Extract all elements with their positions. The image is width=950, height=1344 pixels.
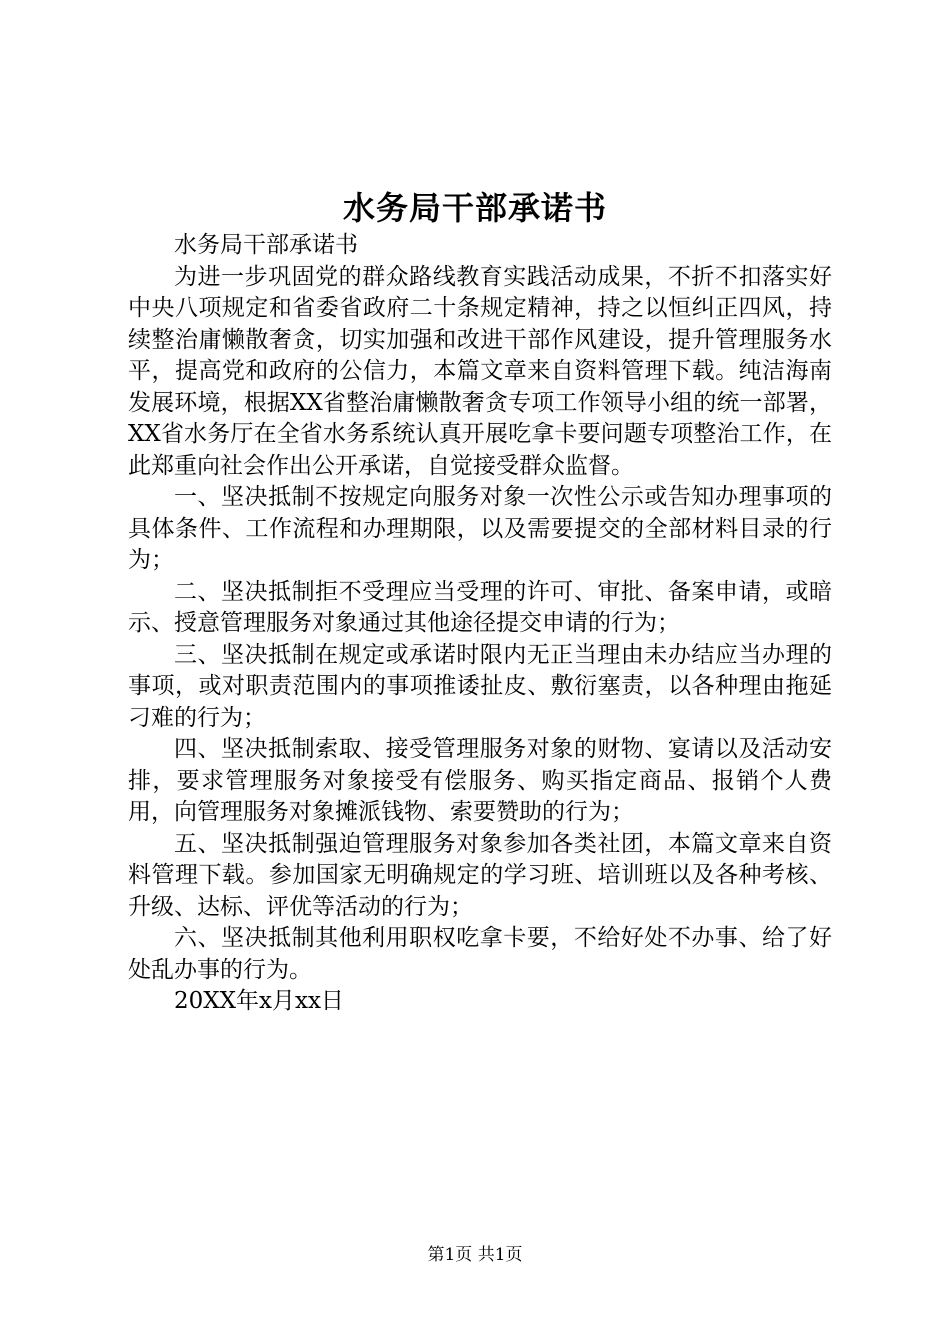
paragraph-item-6: 六、坚决抵制其他利用职权吃拿卡要，不给好处不办事、给了好处乱办事的行为。 bbox=[128, 925, 832, 983]
paragraph-item-1: 一、坚决抵制不按规定向服务对象一次性公示或告知办理事项的具体条件、工作流程和办理期限，以及需要提交的全部材料目录的行为； bbox=[128, 484, 832, 573]
document-title: 水务局干部承诺书 bbox=[342, 189, 607, 227]
document-body bbox=[128, 230, 832, 1018]
paragraph-date: 20XX年x月xx日 bbox=[174, 988, 344, 1014]
paragraph-item-4: 四、坚决抵制索取、接受管理服务对象的财物、宴请以及活动安排，要求管理服务对象接受有偿服务、购买指定商品、报销个人费用，向管理服务对象摊派钱物、索要赞助的行为； bbox=[128, 736, 832, 825]
page-number-footer: 第1页 共1页 bbox=[427, 1245, 523, 1265]
paragraph-item-3: 三、坚决抵制在规定或承诺时限内无正当理由未办结应当办理的事项，或对职责范围内的事项推诿扯皮、敷衍塞责，以各种理由拖延刁难的行为； bbox=[128, 641, 832, 731]
paragraph-heading: 水务局干部承诺书 bbox=[174, 232, 358, 258]
paragraph-item-2: 二、坚决抵制拒不受理应当受理的许可、审批、备案申请，或暗示、授意管理服务对象通过其他途径提交申请的行为； bbox=[128, 578, 832, 636]
paragraph-intro: 为进一步巩固党的群众路线教育实践活动成果，不折不扣落实好中央八项规定和省委省政府二十条规定精神，持之以恒纠正四风，持续整治庸懒散奢贪，切实加强和改进干部作风建设，提升管理服务水平，提高党和政府的公信力，本篇文章来自资料管理下载。纯洁海南发展环境，根据XX省整治庸懒散奢贪专项工作领导小组的统一部署，XX省水务厅在全省水务系统认真开展吃拿卡要问题专项整治工作，在此郑重向社会作出公开承诺，自觉接受群众监督。 bbox=[128, 263, 832, 479]
paragraph-item-5: 五、坚决抵制强迫管理服务对象参加各类社团，本篇文章来自资料管理下载。参加国家无明确规定的学习班、培训班以及各种考核、升级、达标、评优等活动的行为； bbox=[128, 830, 832, 920]
